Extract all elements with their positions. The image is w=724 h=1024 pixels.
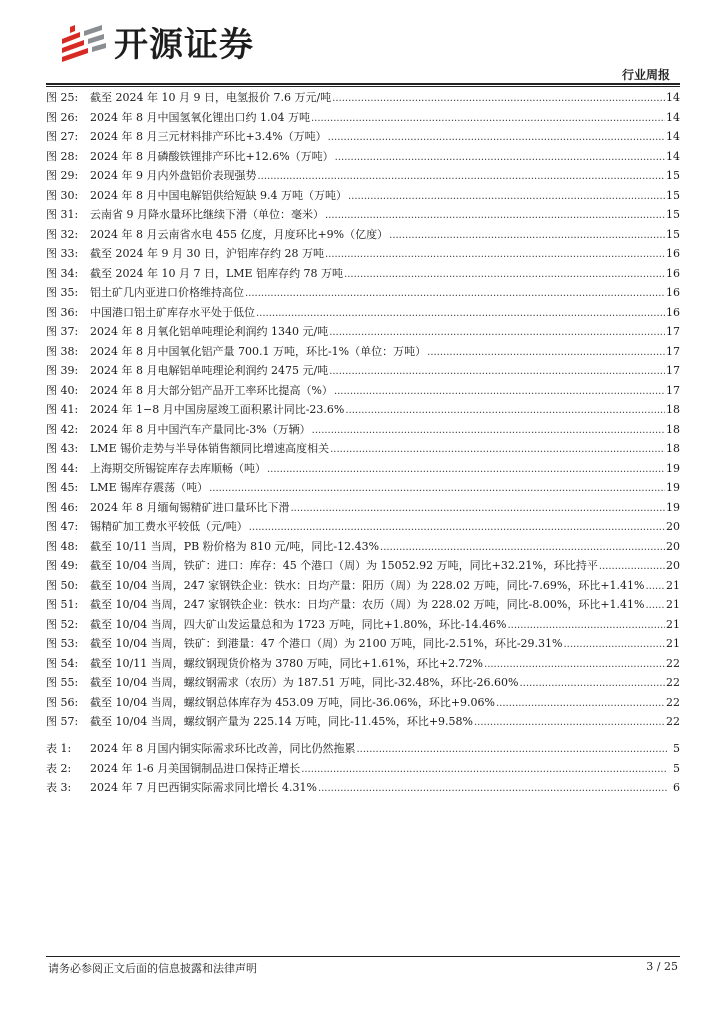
toc-leader-dots: [267, 460, 665, 479]
toc-entry-label: 图 45:: [46, 481, 79, 494]
toc-entry-title: 2024 年 8 月缅甸锡精矿进口量环比下滑: [90, 500, 290, 514]
toc-entry-title: 2024 年 8 月中国汽车产量同比-3%（万辆）: [90, 422, 311, 436]
toc-figure-entry[interactable]: [46, 322, 680, 342]
toc-entry-label: 图 39:: [46, 364, 79, 377]
toc-entry-page: 16: [666, 247, 680, 260]
toc-entry-page: 22: [666, 676, 680, 689]
toc-leader-dots: [520, 674, 666, 693]
toc-entry-title: 截至 2024 年 10 月 9 日，电氢报价 7.6 万元/吨: [90, 91, 332, 104]
toc-leader-dots: [311, 109, 665, 128]
toc-leader-dots: [646, 577, 666, 596]
toc-entry-page: 15: [666, 227, 680, 241]
toc-entry-label: 图 49:: [46, 559, 79, 572]
toc-leader-dots: [249, 518, 665, 537]
brand-logo: [58, 22, 254, 68]
toc-entry-page: 19: [666, 461, 680, 475]
toc-leader-dots: [328, 128, 665, 147]
toc-leader-dots: [599, 557, 665, 576]
toc-figure-entry[interactable]: [46, 634, 680, 654]
toc-entry-page: 19: [666, 481, 680, 494]
toc-figure-entry[interactable]: [46, 166, 680, 186]
toc-figure-entry[interactable]: [46, 88, 680, 108]
toc-leader-dots: [380, 538, 665, 557]
toc-figure-entry[interactable]: [46, 127, 680, 147]
header-rule-thin: [46, 86, 680, 87]
toc-leader-dots: [344, 265, 665, 284]
toc-entry-label: 图 54:: [46, 656, 79, 670]
toc-entry-title: 截至 10/04 当周，螺纹钢需求（农历）为 187.51 万吨，同比-32.48%，环比-26.60%: [90, 676, 519, 689]
toc-entry-title: 2024 年 8 月中国氢氧化锂出口约 1.04 万吨: [90, 110, 310, 124]
toc-entry-label: 图 38:: [46, 344, 79, 358]
toc-entry-page: 21: [666, 578, 680, 592]
toc-entry-title: 2024 年 8 月中国电解铝供给短缺 9.4 万吨（万吨）: [90, 188, 347, 202]
toc-entry-label: 表 3:: [46, 781, 72, 794]
toc-figure-entry[interactable]: [46, 205, 680, 225]
toc-figure-entry[interactable]: [46, 381, 680, 401]
toc-figure-entry[interactable]: [46, 186, 680, 206]
toc-figure-entry[interactable]: [46, 264, 680, 284]
toc-entry-page: 21: [666, 598, 680, 611]
toc-entry-label: 图 30:: [46, 188, 79, 202]
toc-entry-title: 截至 10/04 当周，247 家钢铁企业：铁水：日均产量：阳历（周）为 228.02 万吨，同比-7.69%，环比+1.41%: [90, 578, 645, 592]
toc-entry-page: 14: [666, 91, 680, 104]
toc-entry-title: 2024 年 8 月三元材料排产环比+3.4%（万吨）: [90, 130, 327, 143]
toc-entry-title: 2024 年 8 月大部分铝产品开工率环比提高（%）: [90, 383, 333, 397]
toc-entry-label: 表 2:: [46, 761, 72, 775]
toc-entry-label: 图 33:: [46, 247, 79, 260]
toc-entry-label: 图 47:: [46, 520, 79, 533]
toc-entry-title: 2024 年 1−8 月中国房屋竣工面积累计同比-23.6%: [90, 403, 345, 416]
toc-figure-entry[interactable]: [46, 673, 680, 693]
toc-figure-entry[interactable]: [46, 244, 680, 264]
toc-leader-dots: [484, 655, 665, 674]
toc-entry-title: 2024 年 8 月国内铜实际需求环比改善，同比仍然拖累: [90, 742, 356, 755]
toc-entry-label: 图 37:: [46, 325, 79, 338]
toc-entry-page: 16: [666, 266, 680, 280]
toc-leader-dots: [427, 343, 665, 362]
toc-leader-dots: [508, 616, 666, 635]
toc-leader-dots: [474, 713, 665, 732]
toc-entry-page: 17: [666, 383, 680, 397]
toc-entry-title: 2024 年 9 月内外盘铝价表现强势: [90, 169, 257, 182]
toc-entry-label: 图 29:: [46, 169, 79, 182]
toc-entry-page: 14: [666, 149, 680, 163]
toc-entry-page: 16: [666, 305, 680, 319]
toc-entry-label: 图 43:: [46, 442, 79, 455]
toc-entry-page: 18: [666, 422, 680, 436]
toc-figure-entry[interactable]: [46, 517, 680, 537]
toc-figure-entry[interactable]: [46, 595, 680, 615]
toc-entry-page: 17: [666, 364, 680, 377]
brand-logo-icon: [58, 23, 108, 67]
toc-leader-dots: [564, 635, 666, 654]
toc-entry-page: 20: [666, 520, 680, 533]
toc-entry-page: 18: [666, 403, 680, 416]
toc-entry-label: 图 44:: [46, 461, 79, 475]
toc-leader-dots: [329, 362, 665, 381]
logo-gray-stripes: [84, 25, 106, 52]
toc-entry-label: 图 57:: [46, 715, 79, 728]
toc-entry-label: 图 25:: [46, 91, 79, 104]
toc-figure-entry[interactable]: [46, 108, 680, 128]
toc-entry-title: 2024 年 8 月氧化铝单吨理论利润约 1340 元/吨: [90, 325, 329, 338]
toc-leader-dots: [256, 304, 665, 323]
toc-leader-dots: [290, 499, 665, 518]
toc-entry-title: 截至 10/04 当周，螺纹钢总体库存为 453.09 万吨，同比-36.06%，环比+9.06%: [90, 695, 495, 709]
toc-leader-dots: [329, 323, 665, 342]
toc-entry-title: LME 锡价走势与半导体销售额同比增速高度相关: [90, 442, 330, 455]
toc-entry-title: 截至 10/04 当周，铁矿：到港量：47 个港口（周）为 2100 万吨，同比-2.51%，环比-29.31%: [90, 637, 563, 650]
toc-leader-dots: [245, 284, 665, 303]
toc-figure-entry[interactable]: [46, 537, 680, 557]
toc-entry-page: 17: [666, 344, 680, 358]
toc-entry-label: 图 32:: [46, 227, 79, 241]
toc-figure-entry[interactable]: [46, 478, 680, 498]
toc-leader-dots: [325, 245, 665, 264]
toc-entry-label: 图 51:: [46, 598, 79, 611]
toc-leader-dots: [496, 694, 665, 713]
toc-entry-page: 14: [666, 130, 680, 143]
toc-figure-entry[interactable]: [46, 342, 680, 362]
toc-entry-title: 2024 年 8 月电解铝单吨理论利润约 2475 元/吨: [90, 364, 329, 377]
toc-leader-dots: [318, 779, 667, 798]
toc-entry-page: 20: [666, 559, 680, 572]
toc-figure-entry[interactable]: [46, 439, 680, 459]
toc-table-entry[interactable]: [46, 739, 680, 759]
brand-name: 开源证券: [114, 25, 254, 65]
footer-page-number: 3 / 25: [646, 960, 678, 973]
toc-entry-label: 表 1:: [46, 742, 72, 755]
toc-figure-entry[interactable]: [46, 556, 680, 576]
toc-entry-page: 16: [666, 286, 680, 299]
toc-entry-label: 图 31:: [46, 208, 79, 221]
toc-entry-label: 图 52:: [46, 617, 79, 631]
toc-entry-title: 2024 年 1-6 月美国铜制品进口保持正增长: [90, 761, 301, 775]
toc-leader-dots: [301, 760, 667, 779]
toc-entry-title: 截至 10/04 当周，铁矿：进口：库存：45 个港口（周）为 15052.92 万吨，同比+32.21%，环比持平: [90, 559, 598, 572]
toc-leader-dots: [345, 401, 665, 420]
toc-entry-title: 截至 2024 年 9 月 30 日，沪铝库存约 28 万吨: [90, 247, 324, 260]
toc-figure-entry[interactable]: [46, 712, 680, 732]
footer-disclaimer: 请务必参阅正文后面的信息披露和法律声明: [48, 962, 257, 975]
footer-rule: [46, 956, 680, 957]
toc-entry-title: 2024 年 8 月磷酸铁锂排产环比+12.6%（万吨）: [90, 149, 334, 163]
toc-table-entry[interactable]: [46, 778, 680, 798]
toc-figure-entry[interactable]: [46, 654, 680, 674]
toc-entry-page: 22: [666, 656, 680, 670]
toc-entry-label: 图 35:: [46, 286, 79, 299]
toc-figure-entry[interactable]: [46, 283, 680, 303]
toc-entry-title: 云南省 9 月降水量环比继续下滑（单位：毫米）: [90, 208, 324, 221]
toc-figure-entry[interactable]: [46, 498, 680, 518]
toc-entry-title: 截至 2024 年 10 月 7 日，LME 铝库存约 78 万吨: [90, 266, 344, 280]
toc-entry-title: 中国港口铝土矿库存水平处于低位: [90, 305, 255, 319]
toc-entry-page: 17: [666, 325, 680, 338]
toc-leader-dots: [348, 187, 665, 206]
toc-entry-label: 图 55:: [46, 676, 79, 689]
report-type: 行业周报: [621, 68, 670, 82]
toc-table-entry[interactable]: [46, 759, 680, 779]
toc-entry-label: 图 40:: [46, 383, 79, 397]
toc-entry-page: 15: [666, 188, 680, 202]
toc-entry-label: 图 27:: [46, 130, 79, 143]
toc-entry-title: 截至 10/04 当周，四大矿山发运量总和为 1723 万吨，同比+1.80%，环比-14.46%: [90, 617, 507, 631]
toc-entry-label: 图 53:: [46, 637, 79, 650]
toc-leader-dots: [389, 226, 665, 245]
toc-entry-page: 5: [673, 742, 680, 755]
toc-figure-entry[interactable]: [46, 615, 680, 635]
toc-leader-dots: [334, 382, 665, 401]
toc-figure-entry[interactable]: [46, 400, 680, 420]
toc-entry-page: 21: [666, 637, 680, 650]
toc-leader-dots: [332, 89, 665, 108]
toc-entry-page: 5: [673, 761, 680, 775]
toc-entry-label: 图 48:: [46, 539, 79, 553]
toc-entry-title: LME 锡库存震荡（吨）: [90, 481, 209, 494]
toc-figure-entry[interactable]: [46, 459, 680, 479]
toc-figure-entry[interactable]: [46, 303, 680, 323]
toc-entry-title: 截至 10/04 当周，247 家钢铁企业：铁水：日均产量：农历（周）为 228.02 万吨，同比-8.00%，环比+1.41%: [90, 598, 645, 611]
logo-red-stripes: [62, 25, 88, 62]
toc-figure-entry[interactable]: [46, 147, 680, 167]
table-toc-list: [46, 739, 680, 798]
toc-entry-title: 上海期交所锡锭库存去库顺畅（吨）: [90, 461, 266, 475]
toc-entry-label: 图 28:: [46, 149, 79, 163]
toc-entry-page: 18: [666, 442, 680, 455]
toc-entry-title: 2024 年 8 月中国氧化铝产量 700.1 万吨，环比-1%（单位：万吨）: [90, 344, 427, 358]
toc-entry-page: 15: [666, 169, 680, 182]
toc-entry-label: 图 26:: [46, 110, 79, 124]
toc-entry-page: 15: [666, 208, 680, 221]
toc-leader-dots: [257, 167, 665, 186]
toc-entry-label: 图 56:: [46, 695, 79, 709]
toc-entry-label: 图 36:: [46, 305, 79, 319]
toc-leader-dots: [646, 596, 666, 615]
toc-leader-dots: [209, 479, 665, 498]
toc-figure-entry[interactable]: [46, 225, 680, 245]
toc-entry-page: 20: [666, 539, 680, 553]
toc-entry-page: 6: [673, 781, 680, 794]
toc-leader-dots: [325, 206, 665, 225]
toc-leader-dots: [356, 740, 667, 759]
toc-entry-page: 14: [666, 110, 680, 124]
toc-entry-label: 图 42:: [46, 422, 79, 436]
toc-entry-page: 22: [666, 715, 680, 728]
toc-entry-label: 图 34:: [46, 266, 79, 280]
toc-entry-title: 截至 10/11 当周，PB 粉价格为 810 元/吨，同比-12.43%: [90, 539, 380, 553]
toc-figure-entry[interactable]: [46, 693, 680, 713]
toc-entry-label: 图 41:: [46, 403, 79, 416]
toc-entry-title: 截至 10/11 当周，螺纹钢现货价格为 3780 万吨，同比+1.61%，环比+2.72%: [90, 656, 484, 670]
toc-entry-title: 2024 年 8 月云南省水电 455 亿度，月度环比+9%（亿度）: [90, 227, 389, 241]
toc-entry-page: 19: [666, 500, 680, 514]
toc-leader-dots: [312, 421, 665, 440]
toc-entry-page: 21: [666, 617, 680, 631]
toc-entry-title: 铝土矿几内亚进口价格维持高位: [90, 286, 244, 299]
toc-entry-title: 截至 10/04 当周，螺纹钢产量为 225.14 万吨，同比-11.45%，环比+9.58%: [90, 715, 473, 728]
figure-toc-list: [46, 88, 680, 732]
toc-figure-entry[interactable]: [46, 420, 680, 440]
toc-entry-title: 锡精矿加工费水平较低（元/吨）: [90, 520, 248, 533]
toc-figure-entry[interactable]: [46, 361, 680, 381]
toc-entry-title: 2024 年 7 月巴西铜实际需求同比增长 4.31%: [90, 781, 317, 794]
toc-entry-label: 图 50:: [46, 578, 79, 592]
toc-leader-dots: [335, 148, 665, 167]
toc-entry-label: 图 46:: [46, 500, 79, 514]
toc-leader-dots: [330, 440, 665, 459]
toc-entry-page: 22: [666, 695, 680, 709]
toc-figure-entry[interactable]: [46, 576, 680, 596]
